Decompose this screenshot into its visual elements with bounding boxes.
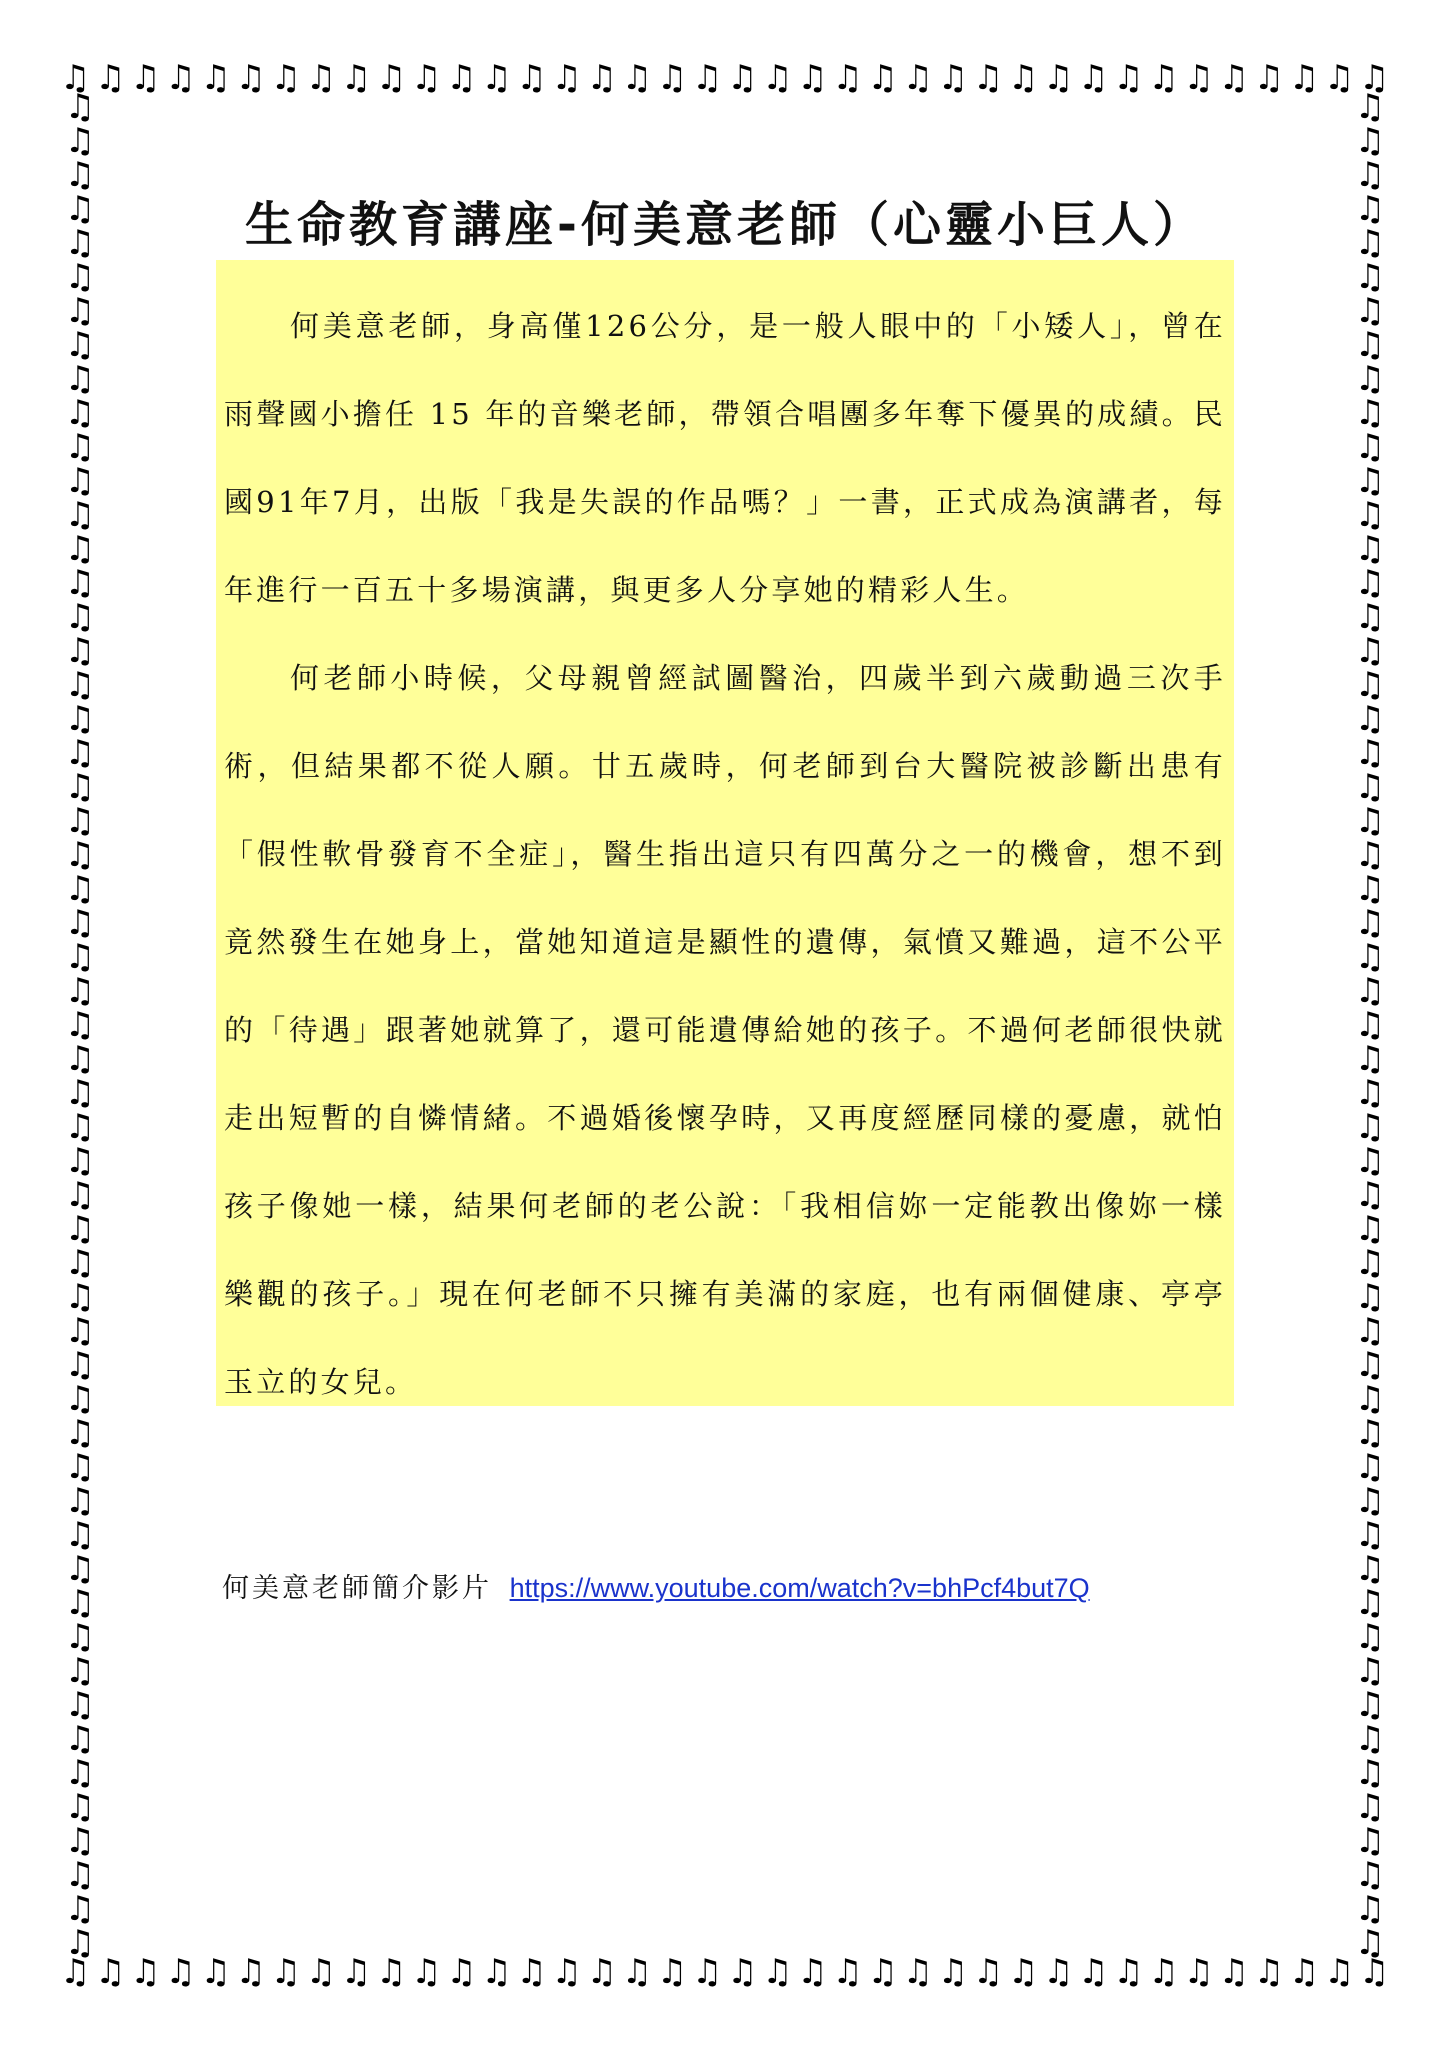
music-note-icon: ♫ bbox=[1354, 1277, 1386, 1317]
music-note-icon: ♫ bbox=[797, 1952, 828, 1992]
music-note-icon: ♫ bbox=[1218, 58, 1250, 98]
music-note-icon: ♫ bbox=[64, 1855, 96, 1895]
music-note-icon: ♫ bbox=[64, 155, 96, 195]
music-note-icon: ♫ bbox=[1354, 665, 1386, 705]
music-note-icon: ♫ bbox=[1354, 1141, 1386, 1181]
music-note-icon: ♫ bbox=[64, 835, 96, 875]
music-note-icon: ♫ bbox=[1354, 801, 1386, 841]
music-note-icon: ♫ bbox=[64, 189, 96, 229]
music-note-icon: ♫ bbox=[64, 1039, 96, 1079]
music-note-icon: ♫ bbox=[64, 1005, 96, 1045]
music-note-icon: ♫ bbox=[762, 1952, 793, 1992]
music-note-icon: ♫ bbox=[95, 58, 126, 98]
music-note-icon: ♫ bbox=[64, 1617, 96, 1657]
music-note-icon: ♫ bbox=[64, 1685, 96, 1725]
music-note-icon: ♫ bbox=[621, 58, 653, 98]
music-note-icon: ♫ bbox=[1354, 1719, 1386, 1759]
music-note-icon: ♫ bbox=[1354, 699, 1386, 739]
music-note-icon: ♫ bbox=[1354, 971, 1386, 1011]
music-note-icon: ♫ bbox=[64, 1651, 96, 1691]
music-note-icon: ♫ bbox=[270, 1952, 302, 1992]
music-note-icon: ♫ bbox=[1354, 1073, 1386, 1113]
music-note-icon: ♫ bbox=[1354, 937, 1386, 977]
music-note-icon: ♫ bbox=[1113, 1952, 1144, 1992]
music-note-icon: ♫ bbox=[64, 1923, 96, 1958]
music-note-icon: ♫ bbox=[1354, 1005, 1386, 1045]
border-top bbox=[60, 58, 1390, 98]
music-note-icon: ♫ bbox=[235, 1952, 267, 1992]
music-note-icon: ♫ bbox=[481, 58, 512, 98]
music-note-icon: ♫ bbox=[1078, 58, 1109, 98]
music-note-icon: ♫ bbox=[64, 393, 96, 433]
music-note-icon: ♫ bbox=[972, 58, 1004, 98]
music-note-icon: ♫ bbox=[64, 1481, 96, 1521]
music-note-icon: ♫ bbox=[64, 291, 96, 331]
music-note-icon: ♫ bbox=[305, 58, 337, 98]
music-note-icon: ♫ bbox=[270, 58, 302, 98]
music-note-icon: ♫ bbox=[64, 121, 96, 161]
music-note-icon: ♫ bbox=[64, 1175, 96, 1215]
music-note-icon: ♫ bbox=[1354, 427, 1386, 467]
music-note-icon: ♫ bbox=[1354, 1753, 1386, 1793]
music-note-icon: ♫ bbox=[200, 1952, 231, 1992]
music-note-icon: ♫ bbox=[727, 58, 758, 98]
music-note-icon: ♫ bbox=[64, 1379, 96, 1419]
music-note-icon: ♫ bbox=[516, 1952, 547, 1992]
music-note-icon: ♫ bbox=[797, 58, 828, 98]
music-note-icon: ♫ bbox=[64, 1277, 96, 1317]
music-note-icon: ♫ bbox=[762, 58, 793, 98]
music-note-icon: ♫ bbox=[1354, 1107, 1386, 1147]
music-note-icon: ♫ bbox=[64, 631, 96, 671]
music-note-icon: ♫ bbox=[1354, 1413, 1386, 1453]
music-note-icon: ♫ bbox=[1253, 58, 1285, 98]
music-note-icon: ♫ bbox=[64, 1447, 96, 1487]
music-note-icon: ♫ bbox=[235, 58, 267, 98]
music-note-icon: ♫ bbox=[340, 1952, 372, 1992]
music-note-icon: ♫ bbox=[1354, 733, 1386, 773]
music-note-icon: ♫ bbox=[130, 1952, 161, 1992]
music-note-icon: ♫ bbox=[305, 1952, 337, 1992]
music-note-icon: ♫ bbox=[64, 563, 96, 603]
music-note-icon: ♫ bbox=[1148, 58, 1179, 98]
music-note-icon: ♫ bbox=[656, 58, 688, 98]
music-note-icon: ♫ bbox=[1354, 1243, 1386, 1283]
video-label: 何美意老師簡介影片 bbox=[222, 1573, 492, 1604]
music-note-icon: ♫ bbox=[832, 58, 863, 98]
music-note-icon: ♫ bbox=[130, 58, 161, 98]
music-note-icon: ♫ bbox=[1354, 631, 1386, 671]
music-note-icon: ♫ bbox=[656, 1952, 688, 1992]
music-note-icon: ♫ bbox=[95, 1952, 126, 1992]
music-note-icon: ♫ bbox=[64, 1311, 96, 1351]
music-note-icon: ♫ bbox=[200, 58, 231, 98]
music-note-icon: ♫ bbox=[64, 937, 96, 977]
music-note-icon: ♫ bbox=[1354, 563, 1386, 603]
music-note-icon: ♫ bbox=[1183, 1952, 1214, 1992]
music-note-icon: ♫ bbox=[867, 58, 898, 98]
music-note-icon: ♫ bbox=[1354, 1379, 1386, 1419]
music-note-icon: ♫ bbox=[1359, 1952, 1390, 1992]
music-note-icon: ♫ bbox=[64, 1549, 96, 1589]
music-note-icon: ♫ bbox=[1043, 58, 1074, 98]
video-reference bbox=[222, 1566, 1090, 1605]
music-note-icon: ♫ bbox=[1354, 1923, 1386, 1958]
border-left bbox=[60, 90, 100, 1958]
music-note-icon: ♫ bbox=[64, 903, 96, 943]
music-note-icon: ♫ bbox=[551, 58, 583, 98]
music-note-icon: ♫ bbox=[1323, 58, 1355, 98]
music-note-icon: ♫ bbox=[64, 359, 96, 399]
music-note-icon: ♫ bbox=[1288, 1952, 1320, 1992]
music-note-icon: ♫ bbox=[1354, 1889, 1386, 1929]
music-note-icon: ♫ bbox=[1354, 1515, 1386, 1555]
music-note-icon: ♫ bbox=[691, 58, 723, 98]
music-note-icon: ♫ bbox=[64, 1889, 96, 1929]
music-note-icon: ♫ bbox=[1253, 1952, 1285, 1992]
music-note-icon: ♫ bbox=[1354, 495, 1386, 535]
music-note-icon: ♫ bbox=[64, 1583, 96, 1623]
music-note-icon: ♫ bbox=[411, 1952, 442, 1992]
music-note-icon: ♫ bbox=[64, 1515, 96, 1555]
music-note-icon: ♫ bbox=[375, 58, 407, 98]
music-note-icon: ♫ bbox=[64, 223, 96, 263]
music-note-icon: ♫ bbox=[1354, 189, 1386, 229]
music-note-icon: ♫ bbox=[64, 325, 96, 365]
paragraph-1: 何美意老師，身高僅126公分，是一般人眼中的「小矮人」，曾在雨聲國小擔任 15 年的音樂老師，帶領合唱團多年奪下優異的成績。民國91年7月，出版「我是失誤的作品嗎？」一書，正式成為演講者，每年進行一百五十多場演講，與更多人分享她的精彩人生。 bbox=[224, 309, 1226, 607]
music-note-icon: ♫ bbox=[165, 58, 196, 98]
music-note-icon: ♫ bbox=[1113, 58, 1144, 98]
highlighted-text-box bbox=[216, 260, 1234, 1406]
music-note-icon: ♫ bbox=[1007, 1952, 1039, 1992]
music-note-icon: ♫ bbox=[1354, 90, 1386, 127]
border-right bbox=[1350, 90, 1390, 1958]
music-note-icon: ♫ bbox=[64, 495, 96, 535]
music-note-icon: ♫ bbox=[64, 90, 96, 127]
music-note-icon: ♫ bbox=[902, 1952, 934, 1992]
music-note-icon: ♫ bbox=[64, 767, 96, 807]
music-note-icon: ♫ bbox=[691, 1952, 723, 1992]
music-note-icon: ♫ bbox=[1354, 121, 1386, 161]
music-note-icon: ♫ bbox=[586, 1952, 618, 1992]
music-note-icon: ♫ bbox=[1354, 461, 1386, 501]
music-note-icon: ♫ bbox=[1323, 1952, 1355, 1992]
music-note-icon: ♫ bbox=[446, 1952, 477, 1992]
music-note-icon: ♫ bbox=[64, 461, 96, 501]
music-note-icon: ♫ bbox=[64, 257, 96, 297]
music-note-icon: ♫ bbox=[64, 699, 96, 739]
music-note-icon: ♫ bbox=[1354, 1481, 1386, 1521]
music-note-icon: ♫ bbox=[1354, 223, 1386, 263]
music-note-icon: ♫ bbox=[1354, 529, 1386, 569]
music-note-icon: ♫ bbox=[64, 1073, 96, 1113]
music-note-icon: ♫ bbox=[64, 733, 96, 773]
music-note-icon: ♫ bbox=[1354, 767, 1386, 807]
music-note-icon: ♫ bbox=[64, 1345, 96, 1385]
music-note-icon: ♫ bbox=[64, 1753, 96, 1793]
music-note-icon: ♫ bbox=[1354, 1617, 1386, 1657]
music-note-icon: ♫ bbox=[411, 58, 442, 98]
music-note-icon: ♫ bbox=[1354, 1549, 1386, 1589]
music-note-icon: ♫ bbox=[1354, 1345, 1386, 1385]
music-note-icon: ♫ bbox=[64, 869, 96, 909]
music-note-icon: ♫ bbox=[64, 1243, 96, 1283]
music-note-icon: ♫ bbox=[340, 58, 372, 98]
music-note-icon: ♫ bbox=[1354, 257, 1386, 297]
music-note-icon: ♫ bbox=[1218, 1952, 1250, 1992]
music-note-icon: ♫ bbox=[446, 58, 477, 98]
music-note-icon: ♫ bbox=[64, 1787, 96, 1827]
music-note-icon: ♫ bbox=[1354, 1821, 1386, 1861]
music-note-icon: ♫ bbox=[1078, 1952, 1109, 1992]
music-note-icon: ♫ bbox=[64, 1107, 96, 1147]
music-note-icon: ♫ bbox=[1354, 1651, 1386, 1691]
music-note-icon: ♫ bbox=[1354, 835, 1386, 875]
page-title: 生命教育講座-何美意老師（心靈小巨人） bbox=[245, 197, 1205, 253]
music-note-icon: ♫ bbox=[1354, 291, 1386, 331]
music-note-icon: ♫ bbox=[727, 1952, 758, 1992]
border-bottom bbox=[60, 1952, 1390, 1992]
music-note-icon: ♫ bbox=[1354, 1855, 1386, 1895]
music-note-icon: ♫ bbox=[1007, 58, 1039, 98]
music-note-icon: ♫ bbox=[1354, 359, 1386, 399]
music-note-icon: ♫ bbox=[60, 58, 91, 98]
music-note-icon: ♫ bbox=[1354, 155, 1386, 195]
music-note-icon: ♫ bbox=[375, 1952, 407, 1992]
music-note-icon: ♫ bbox=[937, 1952, 969, 1992]
music-note-icon: ♫ bbox=[1288, 58, 1320, 98]
music-note-icon: ♫ bbox=[621, 1952, 653, 1992]
music-note-icon: ♫ bbox=[60, 1952, 91, 1992]
music-note-icon: ♫ bbox=[551, 1952, 583, 1992]
paragraph-2: 何老師小時候，父母親曾經試圖醫治，四歲半到六歲動過三次手術，但結果都不從人願。廿五歲時，何老師到台大醫院被診斷出患有「假性軟骨發育不全症」，醫生指出這只有四萬分之一的機會，想不到竟然發生在她身上，當她知道這是顯性的遺傳，氣憤又難過，這不公平的「待遇」跟著她就算了，還可能遺傳給她的孩子。不過何老師很快就走出短暫的自憐情緒。不過婚後懷孕時，又再度經歷同樣的憂慮，就怕孩子像她一樣，結果何老師的老公說：「我相信妳一定能教出像妳一樣樂觀的孩子。」現在何老師不只擁有美滿的家庭，也有兩個健康、亭亭玉立的女兒。 bbox=[224, 661, 1226, 1399]
music-note-icon: ♫ bbox=[1043, 1952, 1074, 1992]
video-link[interactable]: https://www.youtube.com/watch?v=bhPcf4but7Q bbox=[509, 1573, 1090, 1603]
music-note-icon: ♫ bbox=[64, 1141, 96, 1181]
music-note-icon: ♫ bbox=[64, 1719, 96, 1759]
music-note-icon: ♫ bbox=[902, 58, 934, 98]
music-note-icon: ♫ bbox=[64, 427, 96, 467]
music-note-icon: ♫ bbox=[64, 1821, 96, 1861]
music-note-icon: ♫ bbox=[64, 971, 96, 1011]
music-note-icon: ♫ bbox=[165, 1952, 196, 1992]
music-note-icon: ♫ bbox=[1354, 1175, 1386, 1215]
music-note-icon: ♫ bbox=[586, 58, 618, 98]
music-note-icon: ♫ bbox=[64, 665, 96, 705]
music-note-icon: ♫ bbox=[1354, 903, 1386, 943]
music-note-icon: ♫ bbox=[1354, 1447, 1386, 1487]
music-note-icon: ♫ bbox=[64, 1413, 96, 1453]
music-note-icon: ♫ bbox=[516, 58, 547, 98]
music-note-icon: ♫ bbox=[1183, 58, 1214, 98]
music-note-icon: ♫ bbox=[1354, 393, 1386, 433]
music-note-icon: ♫ bbox=[481, 1952, 512, 1992]
music-note-icon: ♫ bbox=[1359, 58, 1390, 98]
music-note-icon: ♫ bbox=[64, 1209, 96, 1249]
music-note-icon: ♫ bbox=[64, 529, 96, 569]
music-note-icon: ♫ bbox=[1354, 597, 1386, 637]
music-note-icon: ♫ bbox=[1354, 869, 1386, 909]
music-note-icon: ♫ bbox=[1354, 1685, 1386, 1725]
music-note-icon: ♫ bbox=[867, 1952, 898, 1992]
music-note-icon: ♫ bbox=[1354, 1039, 1386, 1079]
music-note-icon: ♫ bbox=[64, 801, 96, 841]
music-note-icon: ♫ bbox=[1148, 1952, 1179, 1992]
music-note-icon: ♫ bbox=[832, 1952, 863, 1992]
music-note-icon: ♫ bbox=[64, 597, 96, 637]
music-note-icon: ♫ bbox=[1354, 325, 1386, 365]
music-note-icon: ♫ bbox=[1354, 1583, 1386, 1623]
music-note-icon: ♫ bbox=[1354, 1787, 1386, 1827]
music-note-icon: ♫ bbox=[937, 58, 969, 98]
music-note-icon: ♫ bbox=[972, 1952, 1004, 1992]
music-note-icon: ♫ bbox=[1354, 1209, 1386, 1249]
music-note-icon: ♫ bbox=[1354, 1311, 1386, 1351]
